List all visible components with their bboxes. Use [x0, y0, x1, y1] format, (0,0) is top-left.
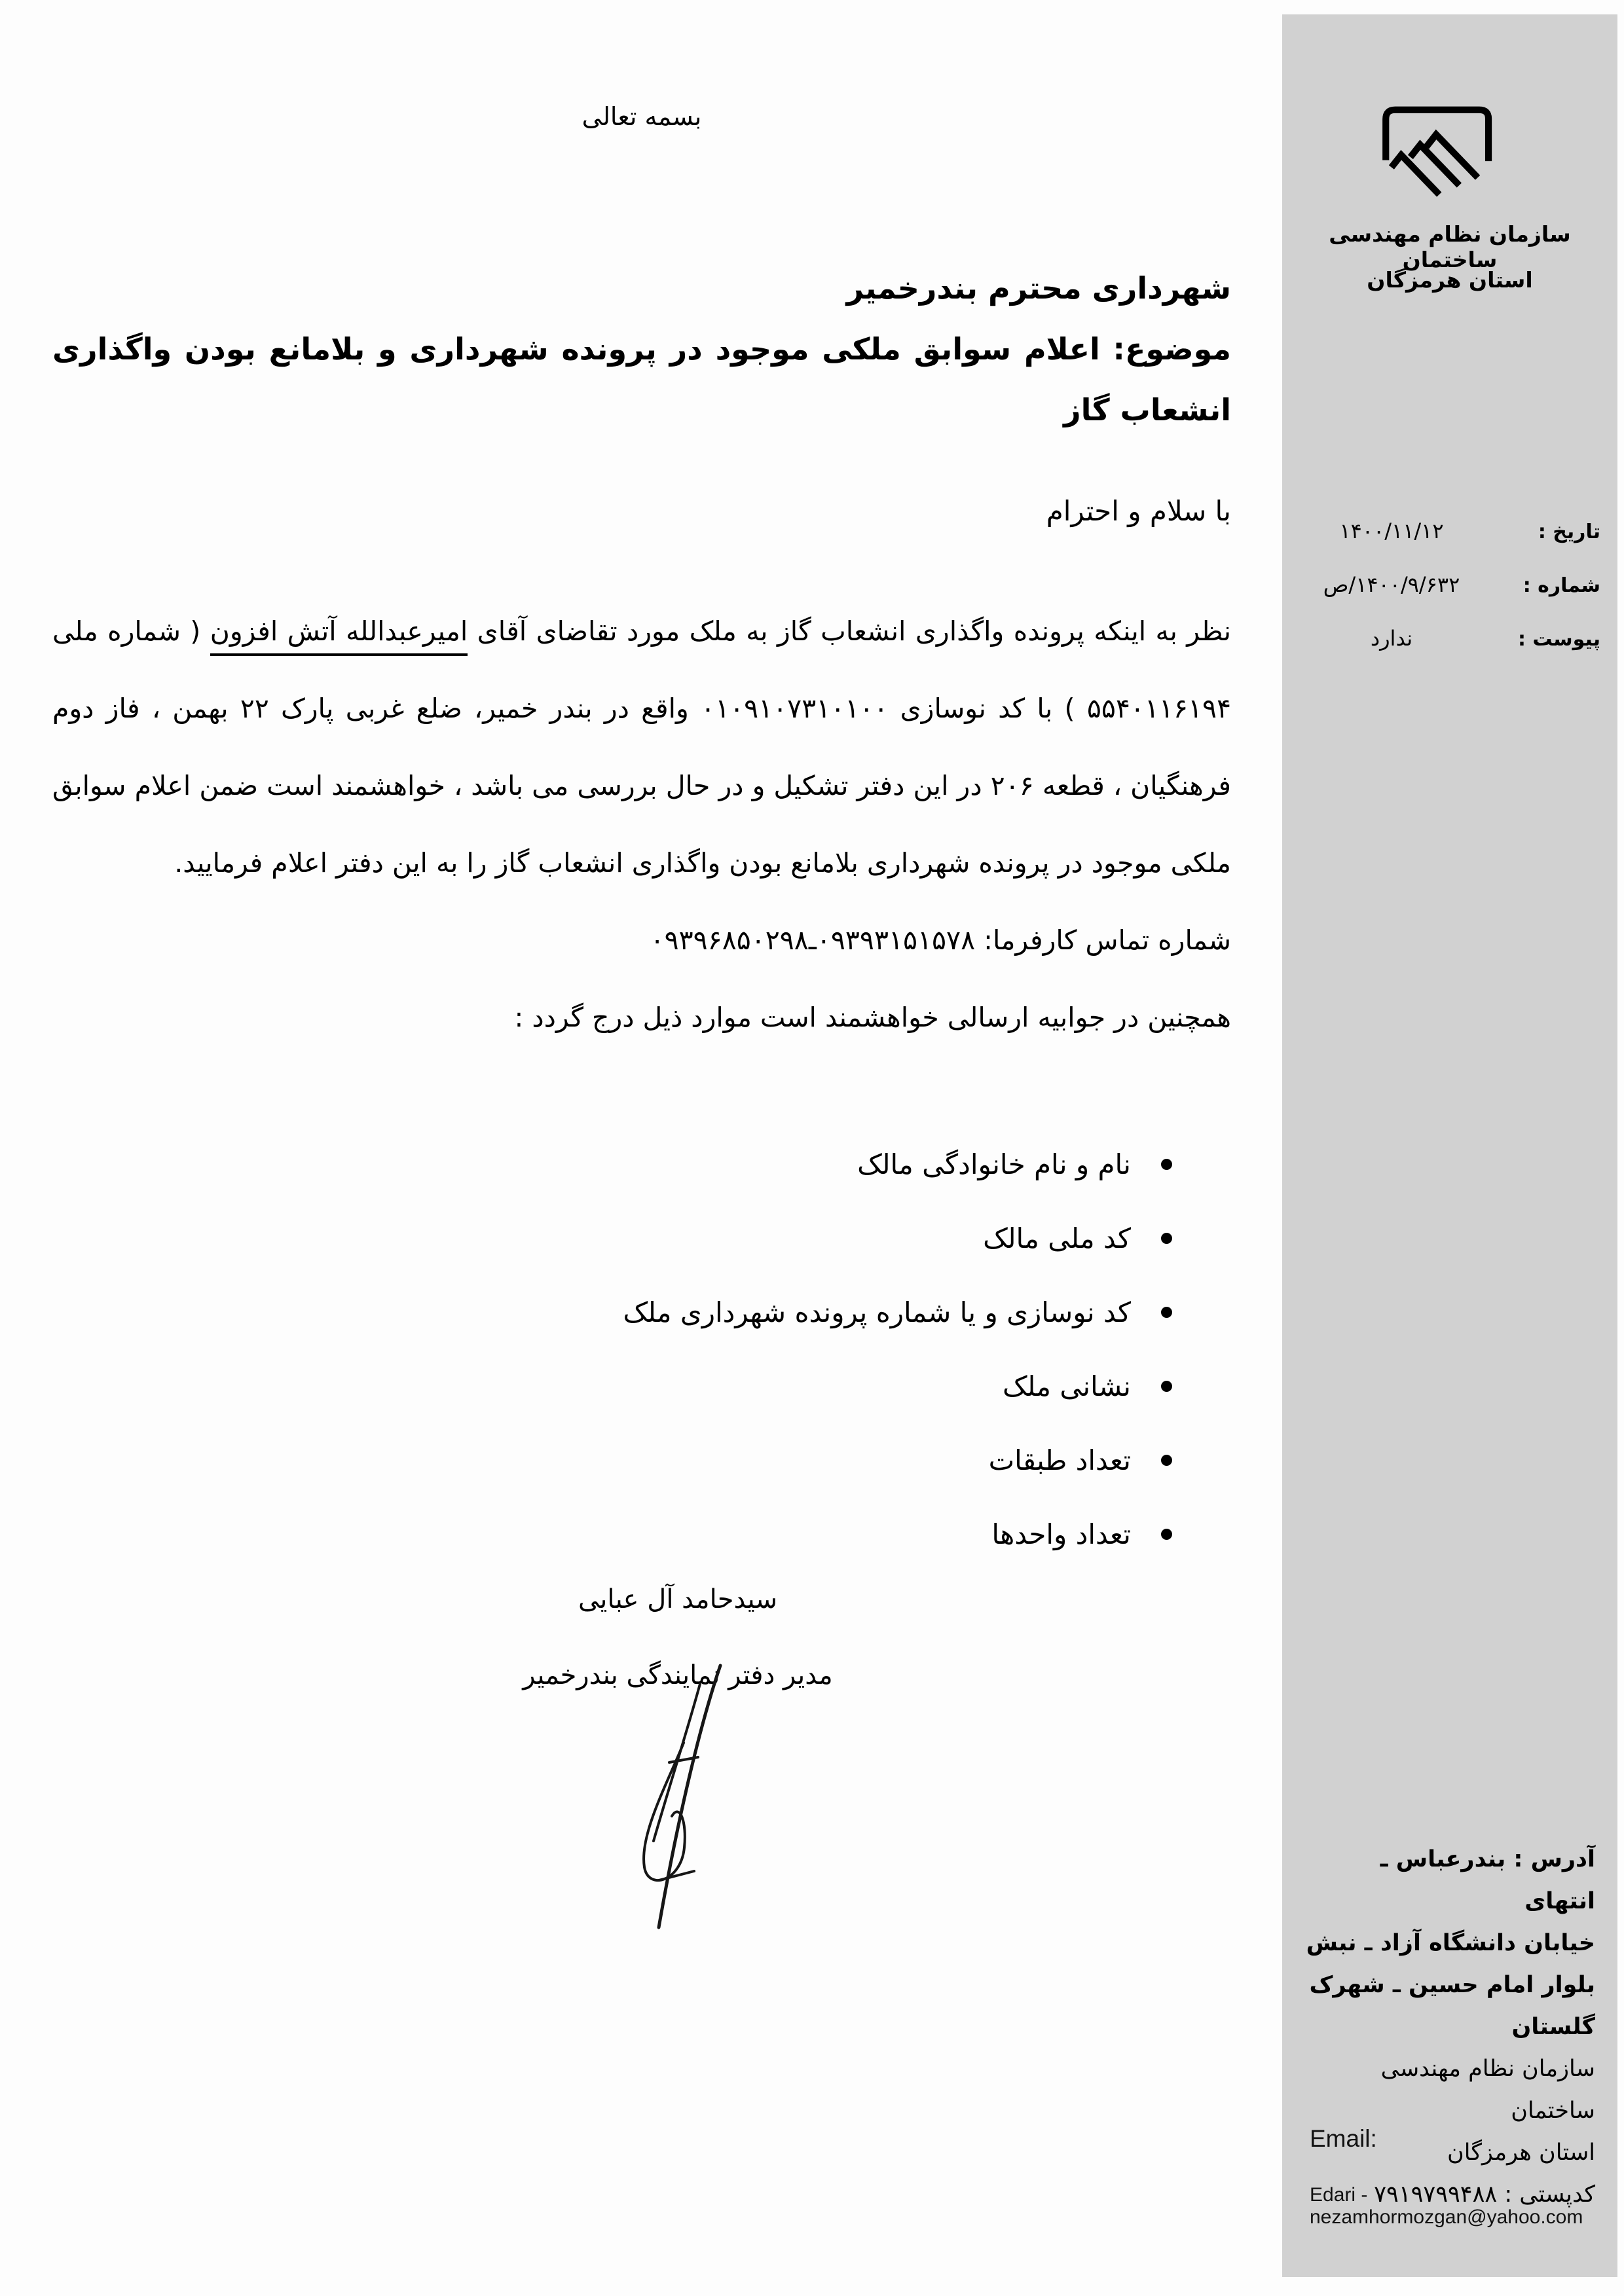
applicant-name: امیرعبدالله آتش افزون	[210, 615, 468, 656]
list-item-text: کد ملی مالک	[983, 1222, 1131, 1254]
email-label: Email:	[1310, 2125, 1377, 2152]
subject: موضوع: اعلام سوابق ملکی موجود در پرونده شهرداری و بلامانع بودن واگذاری انشعاب گاز	[52, 331, 1231, 428]
attachment-label: پیوست :	[1517, 628, 1600, 651]
bullet-icon	[1161, 1159, 1172, 1170]
address-line: گلستان	[1511, 2014, 1595, 2040]
address-line: آدرس : بندرعباس ـ انتهای	[1380, 1846, 1595, 1914]
org-name: سازمان نظام مهندسی ساختمان	[1329, 221, 1571, 272]
salutation: با سلام و احترام	[1046, 495, 1231, 527]
signer-name: سیدحامد آل عبایی	[578, 1584, 778, 1614]
list-item-text: تعداد طبقات	[988, 1444, 1131, 1476]
list-item-text: نام و نام خانوادگی مالک	[857, 1148, 1131, 1180]
bullet-icon	[1161, 1529, 1172, 1540]
letter-meta-fields	[1282, 519, 1617, 680]
bullet-icon	[1161, 1233, 1172, 1244]
date-label: تاریخ :	[1538, 520, 1600, 543]
signer-title: مدیر دفتر نمایندگی بندرخمیر	[523, 1660, 833, 1690]
org-footer-line: استان هرمزگان	[1447, 2140, 1595, 2166]
list-item-text: تعداد واحدها	[991, 1518, 1131, 1550]
attachment-field	[1282, 626, 1617, 680]
organization-logo-icon	[1375, 100, 1503, 202]
request-line: همچنین در جوابیه ارسالی خواهشمند است موارد ذیل درج گردد :	[514, 1002, 1231, 1033]
org-footer-line: سازمان نظام مهندسی ساختمان	[1380, 2056, 1595, 2124]
body-before-name: نظر به اینکه پرونده واگذاری انشعاب گاز به ملک مورد تقاضای آقای	[468, 615, 1231, 647]
number-field	[1282, 572, 1617, 626]
list-item	[52, 1275, 1172, 1349]
list-item	[52, 1497, 1172, 1571]
contact-line: شماره تماس کارفرما: ۰۹۳۹۳۱۵۱۵۷۸ـ۰۹۳۹۶۸۵۰۲۹۸	[650, 924, 1231, 956]
signature-scribble	[621, 1663, 745, 1931]
email-block	[1310, 2125, 1617, 2229]
bullet-list	[52, 1127, 1172, 1571]
address-line: خیابان دانشگاه آزاد ـ نبش	[1306, 1930, 1595, 1956]
address-line: بلوار امام حسین ـ شهرک	[1309, 1972, 1595, 1998]
list-item	[52, 1127, 1172, 1201]
org-region: استان هرمزگان	[1367, 267, 1533, 293]
date-value: ۱۴۰۰/۱۱/۱۲	[1339, 519, 1444, 543]
bullet-icon	[1161, 1307, 1172, 1318]
number-value: ۱۴۰۰/۹/۶۳۲/ص	[1323, 572, 1460, 597]
date-field	[1282, 519, 1617, 572]
bullet-icon	[1161, 1455, 1172, 1466]
bullet-icon	[1161, 1381, 1172, 1392]
recipient: شهرداری محترم بندرخمیر	[846, 270, 1231, 306]
letter-heading	[52, 258, 1231, 441]
postal-code: کدپستی : ۷۹۱۹۷۹۹۴۸۸	[1374, 2181, 1595, 2208]
list-item	[52, 1201, 1172, 1275]
body-after-name: ( شماره ملی ۵۵۴۰۱۱۶۱۹۴ ) با کد نوسازی ۰۱۰۹۱۰۷۳۱۰۱۰۰ واقع در بندر خمیر، ضلع غربی پارک ۲۲ بهمن ، فاز دوم فرهنگیان ، قطعه ۲۰۶ در این دفتر تشکیل و در حال بررسی می باشد ، خواهشمند است ضمن اعلام سوابق ملکی موجود در پرونده شهرداری بلامانع بودن واگذاری انشعاب گاز را به این دفتر اعلام فرمایید.	[52, 615, 1232, 879]
bismillah: بسمه تعالی	[581, 102, 702, 131]
letter-body	[52, 592, 1231, 1056]
number-label: شماره :	[1522, 574, 1600, 597]
list-item	[52, 1423, 1172, 1497]
body-paragraph	[52, 592, 1231, 902]
list-item-text: کد نوسازی و یا شماره پرونده شهرداری ملک	[623, 1296, 1131, 1328]
attachment-value: ندارد	[1370, 626, 1413, 651]
list-item-text: نشانی ملک	[1003, 1370, 1131, 1402]
list-item	[52, 1349, 1172, 1423]
sidebar	[1282, 14, 1617, 2277]
email-value: Edari - nezamhormozgan@yahoo.com	[1310, 2184, 1583, 2228]
